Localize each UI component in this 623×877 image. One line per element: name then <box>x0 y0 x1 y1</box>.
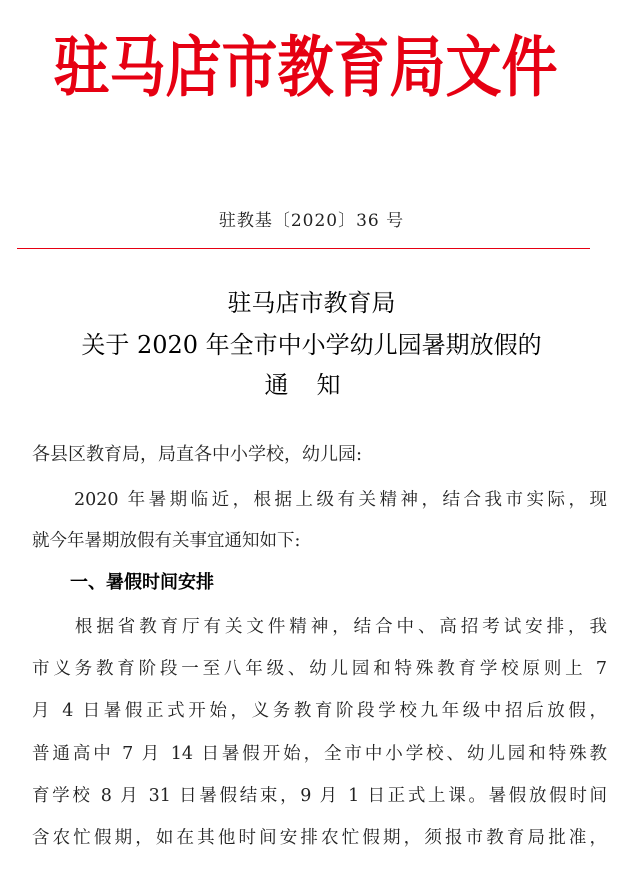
body-line: 根据省教育厅有关文件精神，结合中、高招考试安排，我 <box>32 617 607 637</box>
body-line: 普通高中 7 月 14 日暑假开始，全市中小学校、幼儿园和特殊教 <box>32 744 607 764</box>
salutation: 各县区教育局，局直各中小学校，幼儿园: <box>32 444 363 465</box>
body-line: 含农忙假期，如在其他时间安排农忙假期，须报市教育局批准， <box>32 828 607 848</box>
intro-line: 就今年暑期放假有关事宜通知如下: <box>32 531 301 551</box>
document-header-title: 驻马店市教育局文件 <box>53 30 558 107</box>
document-number: 驻教基〔2020〕36 号 <box>218 211 405 231</box>
notice-title-type: 通知 <box>264 371 369 399</box>
body-line: 月 4 日暑假正式开始，义务教育阶段学校九年级中招后放假， <box>32 701 607 721</box>
intro-line: 2020 年暑期临近，根据上级有关精神，结合我市实际，现 <box>32 490 607 510</box>
notice-title-issuer: 驻马店市教育局 <box>227 289 396 317</box>
body-line: 育学校 8 月 31 日暑假结束，9 月 1 日正式上课。暑假放假时间 <box>32 786 607 806</box>
section-heading: 一、暑假时间安排 <box>70 572 214 593</box>
red-divider-line <box>17 248 590 249</box>
body-line: 市义务教育阶段一至八年级、幼儿园和特殊教育学校原则上 7 <box>32 659 607 679</box>
notice-title-subject: 关于 2020 年全市中小学幼儿园暑期放假的 <box>81 331 542 359</box>
